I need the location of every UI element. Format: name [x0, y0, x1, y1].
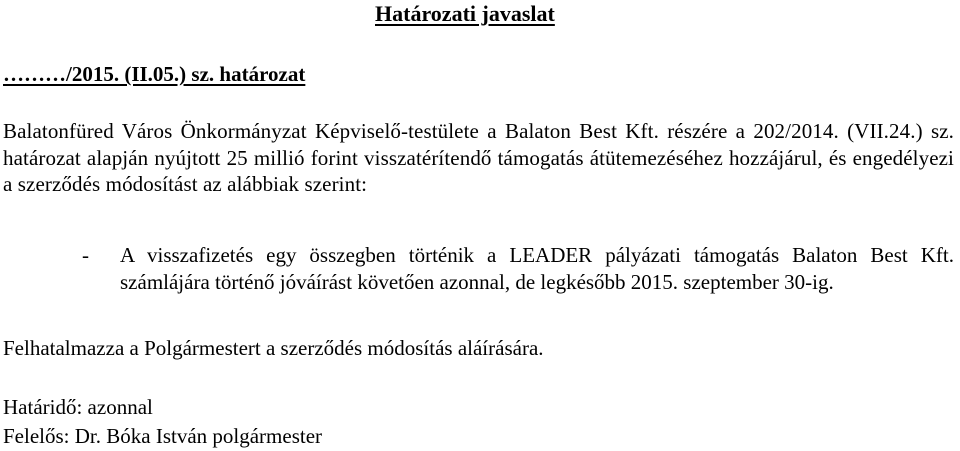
- resolution-number: ………/2015. (II.05.) sz. határozat: [3, 62, 306, 86]
- document-title: Határozati javaslat: [375, 1, 555, 26]
- list-item: [3, 242, 954, 295]
- condition-text: A visszafizetés egy összegben történik a LEADER pályázati támogatás Balaton Best Kft. számlájára történő jóváírást követően azonnal, de legkésőbb 2015. szeptember 30-ig.: [120, 243, 954, 294]
- responsible-line: Felelős: Dr. Bóka István polgármester: [3, 424, 323, 448]
- deadline-line: Határidő: azonnal: [3, 395, 153, 419]
- authorization-sentence: Felhatalmazza a Polgármestert a szerződés módosítás aláírására.: [3, 336, 544, 360]
- resolution-body-paragraph: Balatonfüred Város Önkormányzat Képviselő-testülete a Balaton Best Kft. részére a 202/2014. (VII.24.) sz. határozat alapján nyújtott 25 millió forint visszatérítendő támogatás átütemezéséhez hozzájárul, és engedélyezi a szerződés módosítást az alábbiak szerint:: [3, 119, 954, 196]
- condition-list: [3, 242, 954, 295]
- bullet-dash: -: [82, 243, 89, 267]
